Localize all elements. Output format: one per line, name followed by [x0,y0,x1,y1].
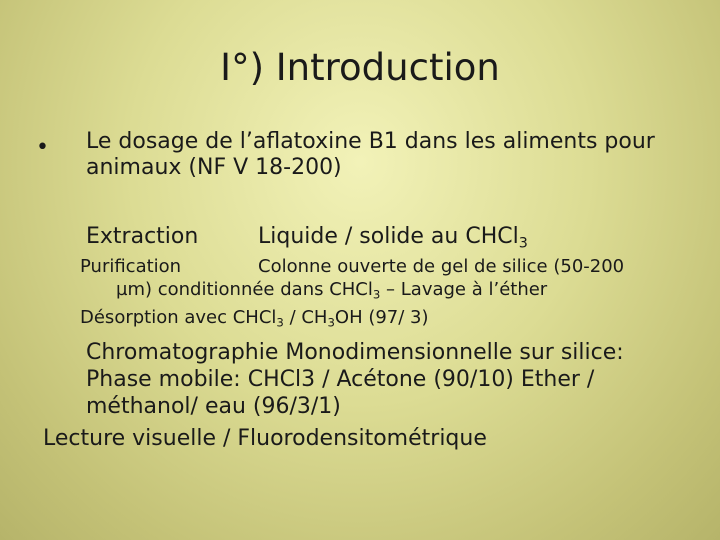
bullet-text-line-1: Le dosage de l’aflatoxine B1 dans les aliments pour [86,129,655,154]
purification-subscript: 3 [372,287,381,302]
desorption-subscript-1: 3 [276,315,284,330]
desorption-prefix: Désorption avec CHCl [80,307,277,328]
desorption-suffix: OH (97/ 3) [334,307,429,328]
slide-title: I°) Introduction [220,46,500,89]
purification-label: Purification [80,256,182,277]
purification-line-2-prefix: µm) conditionnée dans CHCl [116,279,373,300]
extraction-subscript: 3 [518,235,528,252]
desorption-subscript-2: 3 [327,315,335,330]
chromatography-line-2: Phase mobile: CHCl3 / Acétone (90/10) Ether / [86,367,595,392]
chromatography-line-3: méthanol/ eau (96/3/1) [86,394,341,419]
extraction-value [258,224,528,252]
chromatography-line-1: Chromatographie Monodimensionnelle sur silice: [86,340,624,365]
desorption-mid: / CH [283,307,328,328]
extraction-value-text: Liquide / solide au CHCl [258,224,519,249]
purification-line-1: Colonne ouverte de gel de silice (50-200 [258,256,625,277]
purification-line-2 [116,279,548,302]
purification-line-2-suffix: – Lavage à l’éther [380,279,548,300]
extraction-label: Extraction [86,224,199,249]
bullet-text-line-2: animaux (NF V 18-200) [86,155,342,180]
lecture-line: Lecture visuelle / Fluorodensitométrique [43,426,487,451]
bullet-marker: • [36,135,49,160]
desorption-line [80,307,429,330]
